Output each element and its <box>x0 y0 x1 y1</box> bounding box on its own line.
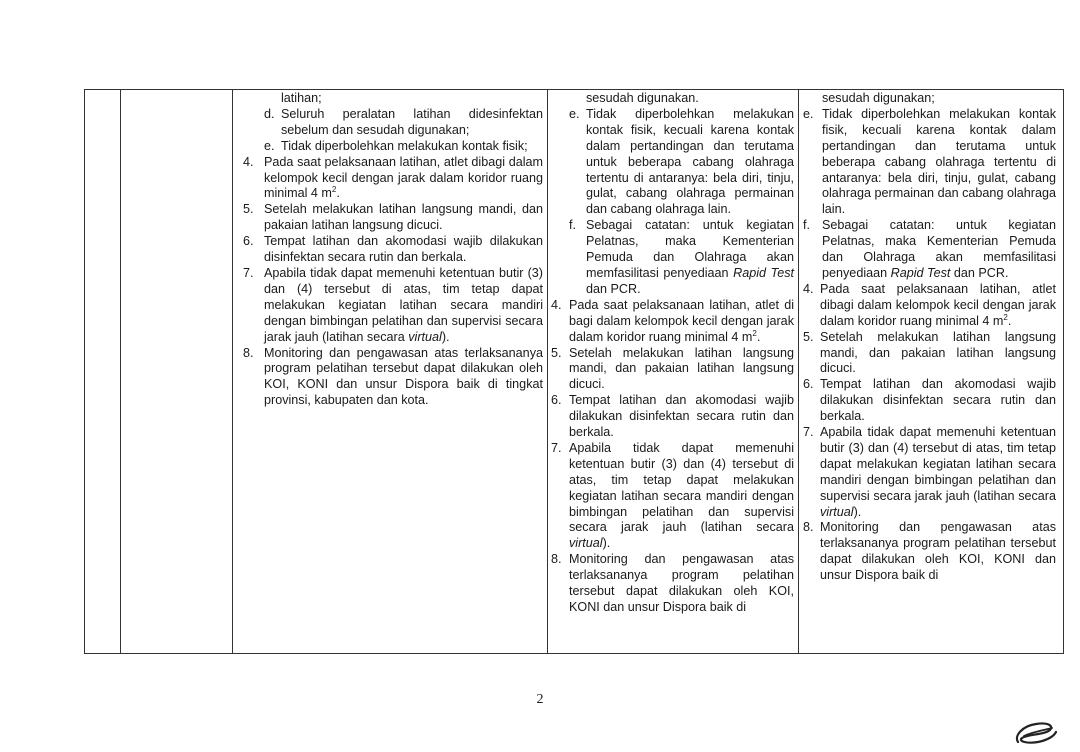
item-text: Tempat latihan dan akomodasi wajib dilakukan disinfektan secara rutin dan berkala. <box>264 234 543 265</box>
list-item-text <box>820 377 1056 425</box>
item-text: Pada saat pelaksanaan latihan, atlet dibagi dalam kelompok kecil dengan jarak dalam koridor ruang minimal 4 m <box>264 154 543 201</box>
page-number: 2 <box>536 692 544 707</box>
list-marker: e. <box>803 106 814 121</box>
list-item <box>803 330 1056 378</box>
list-item <box>243 155 543 203</box>
list-item <box>243 202 543 234</box>
list-marker: e. <box>569 106 580 121</box>
item-text: Setelah melakukan latihan langsung mandi, dan pakaian latihan langsung dicuci. <box>820 329 1056 376</box>
signature-initial <box>1010 718 1060 748</box>
original-provision-text <box>233 91 547 409</box>
sub-list-item <box>569 107 794 218</box>
list-item <box>551 441 794 552</box>
item-text: sesudah digunakan. <box>586 91 699 105</box>
list-marker: 6. <box>551 393 562 408</box>
item-text: Tidak diperbolehkan melakukan kontak fisik, kecuali karena kontak dalam pertandingan dan terutama untuk beberapa cabang olahraga tertentu di antaranya: bela diri, tinju, gulat, cabang olahraga permainan dan cabang olahraga lain. <box>822 106 1056 217</box>
item-text: Seluruh peralatan latihan didesinfektan sebelum dan sesudah digunakan; <box>281 106 543 137</box>
original-provision-cell <box>233 90 548 654</box>
item-text: Monitoring dan pengawasan atas terlaksananya program pelatihan tersebut dapat dilakukan oleh KOI, KONI dan unsur Dispora baik di tingkat provinsi, kabupaten dan kota. <box>264 345 543 408</box>
item-text: Apabila tidak dapat memenuhi ketentuan butir (3) dan (4) tersebut di atas, tim tetap dapat melakukan kegiatan latihan secara mandiri dengan bimbingan pelatihan dan supervisi secara jarak jauh (latihan secara <box>569 440 794 535</box>
superscript: 2 <box>331 185 337 195</box>
trailing-text: . <box>336 186 340 201</box>
list-marker: 8. <box>243 345 254 360</box>
list-marker: f. <box>803 218 810 233</box>
list-marker: 7. <box>803 425 814 440</box>
trailing-text: dan PCR. <box>586 281 641 296</box>
item-text: Apabila tidak dapat memenuhi ketentuan butir (3) dan (4) tersebut di atas, tim tetap dapat melakukan kegiatan latihan secara mandiri dengan bimbingan pelatihan dan supervisi secara jarak jauh (latihan secara <box>264 265 543 344</box>
number-cell <box>85 90 121 654</box>
comparison-table <box>84 89 1064 654</box>
list-item-text <box>264 346 543 410</box>
list-item-text <box>264 155 543 203</box>
final-provision-cell <box>799 90 1064 654</box>
list-item-text <box>569 441 794 552</box>
list-item-text <box>822 107 1056 218</box>
list-marker: d. <box>264 106 275 121</box>
final-provision-text <box>799 91 1063 584</box>
list-marker: 4. <box>803 281 814 296</box>
revised-provision-cell <box>548 90 799 654</box>
italic-term: Rapid Test <box>890 265 951 280</box>
sub-list-item <box>803 107 1056 218</box>
list-item <box>803 520 1056 584</box>
item-text: latihan; <box>281 91 322 105</box>
trailing-text: ). <box>853 504 862 519</box>
list-item <box>551 298 794 346</box>
italic-term: virtual <box>820 504 854 519</box>
list-marker: 5. <box>551 345 562 360</box>
item-text: Tidak diperbolehkan melakukan kontak fisik; <box>281 138 528 153</box>
list-item-text <box>569 393 794 441</box>
list-item-text <box>820 330 1056 378</box>
list-marker: 8. <box>803 520 814 535</box>
list-item <box>551 346 794 394</box>
list-marker: 8. <box>551 552 562 567</box>
sub-list-item <box>569 218 794 298</box>
list-marker: 7. <box>551 440 562 455</box>
list-item <box>243 234 543 266</box>
italic-term: Rapid Test <box>733 265 794 280</box>
table-row <box>85 90 1064 654</box>
item-text: Sebagai catatan: untuk kegiatan Pelatnas, maka Kementerian Pemuda dan Olahraga akan memfasilitasi penyediaan <box>586 218 794 280</box>
sub-list-item <box>803 218 1056 282</box>
list-marker: e. <box>264 138 275 153</box>
list-item-text <box>569 346 794 394</box>
list-marker: 5. <box>243 202 254 217</box>
list-item-text <box>586 218 794 298</box>
list-item <box>803 377 1056 425</box>
list-marker: 4. <box>243 154 254 169</box>
list-marker: 6. <box>243 234 254 249</box>
trailing-text: ). <box>602 536 611 551</box>
italic-term: virtual <box>569 536 603 551</box>
list-item <box>803 282 1056 330</box>
list-item-text <box>569 298 794 346</box>
item-text: Apabila tidak dapat memenuhi ketentuan butir (3) dan (4) tersebut di atas, tim tetap dapat melakukan kegiatan latihan secara mandiri dengan bimbingan pelatihan dan supervisi secara jarak jauh (latihan secara <box>820 425 1056 503</box>
list-item-text <box>822 218 1056 282</box>
item-text: Setelah melakukan latihan langsung mandi, dan pakaian latihan langsung dicuci. <box>264 202 543 233</box>
item-text: Tidak diperbolehkan melakukan kontak fisik, kecuali karena kontak dalam pertandingan dan terutama untuk beberapa cabang olahraga tertentu di antaranya: bela diri, tinju, gulat, cabang olahraga permainan dan cabang olahraga lain. <box>586 106 794 217</box>
list-item-text <box>820 520 1056 584</box>
list-marker: 5. <box>803 329 814 344</box>
list-item-text <box>569 552 794 616</box>
list-marker: 4. <box>551 297 562 312</box>
superscript: 2 <box>1003 312 1008 322</box>
italic-term: virtual <box>408 329 442 344</box>
sub-list-item <box>264 139 543 155</box>
item-text: Tempat latihan dan akomodasi wajib dilakukan disinfektan secara rutin dan berkala. <box>569 393 794 440</box>
item-text: Monitoring dan pengawasan atas terlaksananya program pelatihan tersebut dapat dilakukan oleh KOI, KONI dan unsur Dispora baik di <box>569 552 794 614</box>
superscript: 2 <box>752 328 757 338</box>
item-text: Monitoring dan pengawasan atas terlaksananya program pelatihan tersebut dapat dilakukan oleh KOI, KONI dan unsur Dispora baik di <box>820 520 1056 583</box>
trailing-text: ). <box>441 329 450 344</box>
aspect-cell <box>121 90 233 654</box>
item-text: Pada saat pelaksanaan latihan, atlet di bagi dalam kelompok kecil dengan jarak dalam koridor ruang minimal 4 m <box>569 297 794 344</box>
continued-text <box>822 91 1056 107</box>
list-item-text <box>281 139 543 155</box>
list-marker: 7. <box>243 265 254 280</box>
item-text: Pada saat pelaksanaan latihan, atlet dibagi dalam kelompok kecil dengan jarak dalam koridor ruang minimal 4 m <box>820 281 1056 328</box>
trailing-text: . <box>756 329 761 344</box>
list-item-text <box>264 266 543 346</box>
trailing-text: dan PCR. <box>950 265 1009 280</box>
list-item-text <box>264 202 543 234</box>
list-item-text <box>264 234 543 266</box>
trailing-text: . <box>1007 313 1012 328</box>
item-text: Tempat latihan dan akomodasi wajib dilakukan disinfektan secara rutin dan berkala. <box>820 377 1056 424</box>
list-item <box>803 425 1056 520</box>
item-text: Setelah melakukan latihan langsung mandi, dan pakaian latihan langsung dicuci. <box>569 345 794 392</box>
continued-text <box>586 91 794 107</box>
revised-provision-text <box>548 91 798 616</box>
list-marker: f. <box>569 218 576 233</box>
list-item <box>551 393 794 441</box>
item-text: sesudah digunakan; <box>822 91 935 105</box>
list-item <box>551 552 794 616</box>
continued-text <box>281 91 543 107</box>
item-text: Sebagai catatan: untuk kegiatan Pelatnas, maka Kementerian Pemuda dan Olahraga akan memfasilitasi penyediaan <box>822 218 1056 280</box>
list-marker: 6. <box>803 377 814 392</box>
list-item-text <box>281 107 543 139</box>
list-item <box>243 346 543 410</box>
list-item-text <box>820 425 1056 520</box>
list-item-text <box>820 282 1056 330</box>
list-item-text <box>586 107 794 218</box>
sub-list-item <box>264 107 543 139</box>
list-item <box>243 266 543 346</box>
